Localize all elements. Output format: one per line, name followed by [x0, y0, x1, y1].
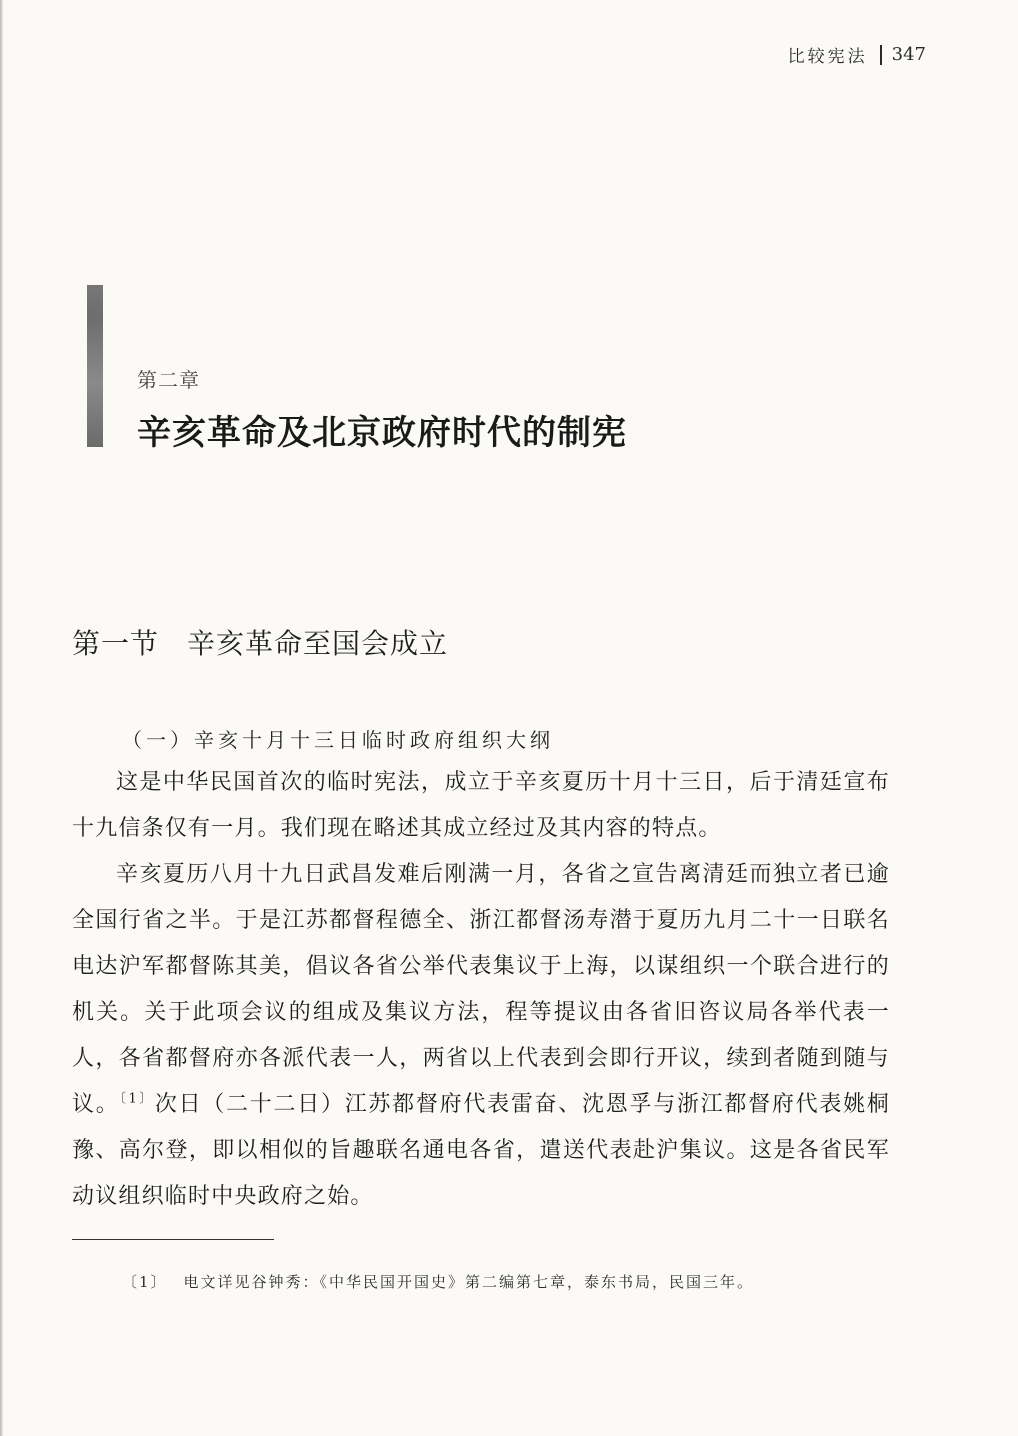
- footnote-mark: 〔1〕: [122, 1273, 168, 1291]
- paragraph-2-part-2: 次日（二十二日）江苏都督府代表雷奋、沈恩孚与浙江都督府代表姚桐豫、高尔登，即以相似的旨趣联名通电各省，遣送代表赴沪集议。这是各省民军动议组织临时中央政府之始。: [72, 1092, 890, 1209]
- page-edge: [0, 0, 3, 1436]
- paragraph-2: [72, 852, 890, 1220]
- running-head: [788, 42, 926, 67]
- paragraph-1: 这是中华民国首次的临时宪法，成立于辛亥夏历十月十三日，后于清廷宣布十九信条仅有一月。我们现在略述其成立经过及其内容的特点。: [72, 770, 890, 841]
- chapter-marker-bar: [87, 285, 103, 447]
- section-heading: [72, 622, 448, 662]
- running-head-divider: [880, 45, 882, 65]
- page-number: 347: [891, 44, 926, 65]
- footnote-reference[interactable]: 〔1〕: [119, 1091, 155, 1107]
- section-number: 第一节: [72, 627, 160, 660]
- section-title: 辛亥革命至国会成立: [187, 627, 449, 660]
- chapter-label: 第二章: [137, 368, 200, 392]
- running-head-title: 比较宪法: [787, 47, 868, 67]
- subsection-title: （一）辛亥十月十三日临时政府组织大纲: [122, 728, 554, 752]
- paragraph-2-part-1: 辛亥夏历八月十九日武昌发难后刚满一月，各省之宣告离清廷而独立者已逾全国行省之半。于是江苏都督程德全、浙江都督汤寿潜于夏历九月二十一日联名电达沪军都督陈其美，倡议各省公举代表集议于上海，以谋组织一个联合进行的机关。关于此项会议的组成及集议方法，程等提议由各省旧咨议局各举代表一人，各省都督府亦各派代表一人，两省以上代表到会即行开议，续到者随到随与议。: [72, 862, 890, 1117]
- body-text: [72, 760, 890, 1220]
- chapter-title: 辛亥革命及北京政府时代的制宪: [137, 413, 627, 453]
- footnote-text: 电文详见谷钟秀：《中华民国开国史》第二编第七章，泰东书局，民国三年。: [183, 1273, 755, 1291]
- footnote-divider: [72, 1239, 274, 1240]
- footnote: [122, 1271, 754, 1292]
